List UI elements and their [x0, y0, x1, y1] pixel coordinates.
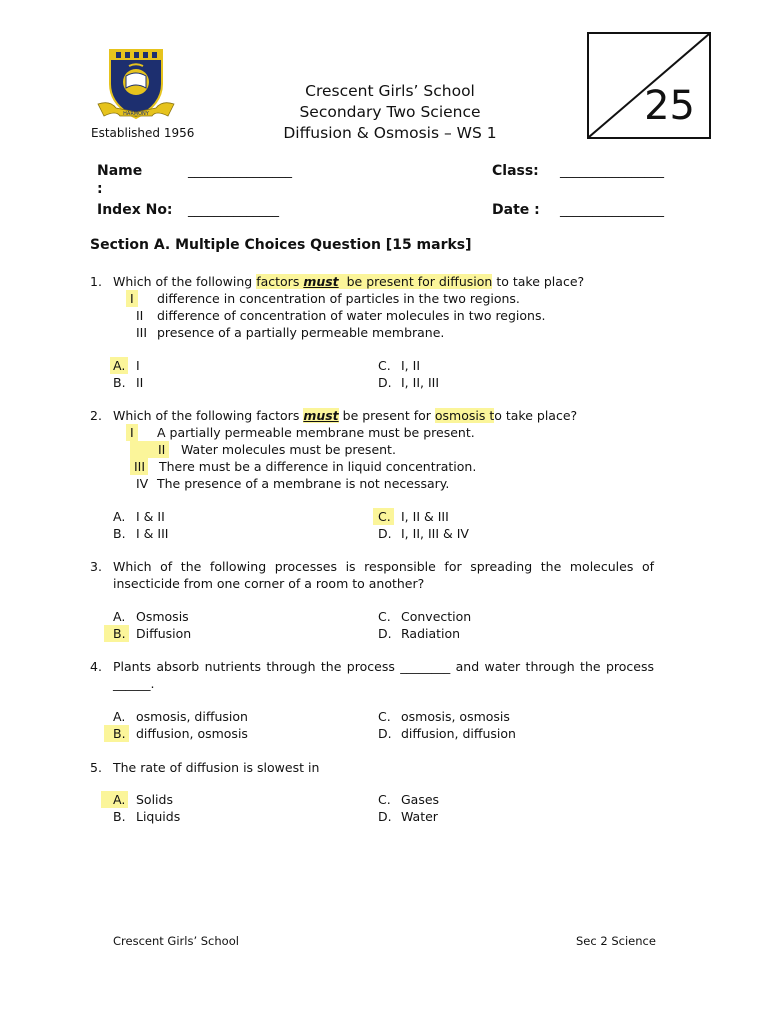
q1-option-a-label[interactable]: A.: [110, 357, 128, 374]
q4-number: 4.: [90, 659, 102, 674]
q5-stem-line: The rate of diffusion is slowest in: [113, 760, 320, 775]
q4-stem-line: ______.: [113, 676, 155, 691]
q5-option-d[interactable]: Water: [401, 809, 438, 824]
total-score: 25: [644, 83, 695, 129]
index-label: Index No:: [97, 202, 173, 218]
q1-option-a[interactable]: I: [136, 358, 140, 373]
q3-option-d[interactable]: Radiation: [401, 626, 461, 641]
q3-option-a-label[interactable]: A.: [113, 609, 126, 624]
index-field[interactable]: ______________: [188, 203, 279, 218]
q4-option-a-label[interactable]: A.: [113, 709, 126, 724]
q1-statement-num: II: [136, 308, 144, 323]
q2-option-b[interactable]: I & III: [136, 526, 169, 541]
footer-subject: Sec 2 Science: [576, 934, 656, 948]
q1-option-b[interactable]: II: [136, 375, 144, 390]
q5-option-d-label[interactable]: D.: [378, 809, 392, 824]
q5-option-b[interactable]: Liquids: [136, 809, 181, 824]
date-field[interactable]: ________________: [560, 203, 664, 218]
class-label: Class:: [492, 163, 539, 179]
q4-option-d-label[interactable]: D.: [378, 726, 392, 741]
q3-option-a[interactable]: Osmosis: [136, 609, 189, 624]
q3-stem-line: Which of the following processes is responsible for spreading the molecules of: [113, 559, 654, 574]
footer-school: Crescent Girls’ School: [113, 934, 239, 948]
class-field[interactable]: ________________: [560, 164, 664, 179]
q5-option-a[interactable]: Solids: [136, 792, 173, 807]
worksheet-title: Diffusion & Osmosis – WS 1: [283, 124, 497, 142]
q1-option-b-label[interactable]: B.: [113, 375, 126, 390]
q2-stem: Which of the following factors must be present for osmosis to take place?: [113, 408, 578, 423]
q3-option-d-label[interactable]: D.: [378, 626, 392, 641]
q4-option-b[interactable]: diffusion, osmosis: [136, 726, 248, 741]
q2-option-b-label[interactable]: B.: [113, 526, 126, 541]
subject-title: Secondary Two Science: [299, 103, 481, 121]
q3-stem-line: insecticide from one corner of a room to another?: [113, 576, 425, 591]
q3-option-b-label[interactable]: B.: [104, 625, 129, 642]
q1-option-c-label[interactable]: C.: [378, 358, 391, 373]
q3-option-c-label[interactable]: C.: [378, 609, 391, 624]
q5-option-c[interactable]: Gases: [401, 792, 440, 807]
q2-option-a[interactable]: I & II: [136, 509, 165, 524]
q2-option-c[interactable]: I, II & III: [401, 509, 449, 524]
q1-statement: presence of a partially permeable membrane.: [157, 325, 445, 340]
q2-number: 2.: [90, 408, 102, 423]
q1-option-d-label[interactable]: D.: [378, 375, 392, 390]
q4-stem-line: Plants absorb nutrients through the process ________ and water through the process: [113, 659, 654, 674]
school-name: Crescent Girls’ School: [305, 82, 475, 100]
q2-statement: Water molecules must be present.: [181, 442, 396, 457]
school-crest-logo: [96, 46, 176, 124]
section-heading: Section A. Multiple Choices Question [15 marks]: [90, 237, 472, 253]
q3-option-c[interactable]: Convection: [401, 609, 472, 624]
q1-statement-num: I: [126, 290, 138, 307]
q5-number: 5.: [90, 760, 102, 775]
q1-option-c[interactable]: I, II: [401, 358, 421, 373]
date-label: Date :: [492, 202, 540, 218]
q4-option-a[interactable]: osmosis, diffusion: [136, 709, 248, 724]
q2-option-d-label[interactable]: D.: [378, 526, 392, 541]
name-field[interactable]: ________________: [188, 164, 292, 179]
q4-option-c-label[interactable]: C.: [378, 709, 391, 724]
q5-option-c-label[interactable]: C.: [378, 792, 391, 807]
q1-statement: difference of concentration of water molecules in two regions.: [157, 308, 546, 323]
name-colon: :: [97, 181, 103, 197]
established-text: Established 1956: [91, 126, 195, 140]
q1-statement: difference in concentration of particles in the two regions.: [157, 291, 520, 306]
q4-option-c[interactable]: osmosis, osmosis: [401, 709, 510, 724]
q4-option-b-label[interactable]: B.: [104, 725, 129, 742]
score-box: [587, 32, 711, 139]
q2-option-c-label[interactable]: C.: [373, 508, 394, 525]
q4-option-d[interactable]: diffusion, diffusion: [401, 726, 516, 741]
q1-number: 1.: [90, 274, 102, 289]
q2-statement-num: IV: [136, 476, 149, 491]
q3-option-b[interactable]: Diffusion: [136, 626, 192, 641]
q2-statement: There must be a difference in liquid concentration.: [159, 459, 477, 474]
q2-statement-num: II: [130, 441, 169, 458]
q3-number: 3.: [90, 559, 102, 574]
q5-option-a-label[interactable]: A.: [101, 791, 128, 808]
q2-statement-num: III: [130, 458, 148, 475]
q1-option-d[interactable]: I, II, III: [401, 375, 440, 390]
q2-statement-num: I: [126, 424, 138, 441]
crest-motto: HARMONY: [123, 111, 149, 117]
name-label: Name: [97, 163, 143, 179]
q2-statement: The presence of a membrane is not necessary.: [157, 476, 450, 491]
q2-option-a-label[interactable]: A.: [113, 509, 126, 524]
q1-stem: Which of the following factors must be present for diffusion to take place?: [113, 274, 585, 289]
q1-statement-num: III: [136, 325, 148, 340]
q2-option-d[interactable]: I, II, III & IV: [401, 526, 469, 541]
q5-option-b-label[interactable]: B.: [113, 809, 126, 824]
q2-statement: A partially permeable membrane must be present.: [157, 425, 475, 440]
